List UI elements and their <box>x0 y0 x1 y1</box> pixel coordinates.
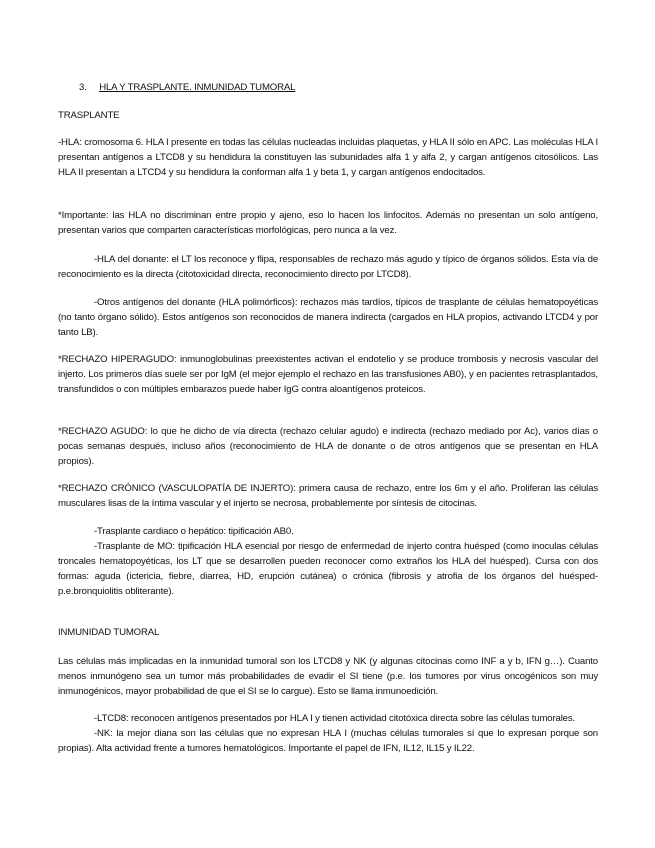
ltcd8-text: -LTCD8: reconocen antígenos presentados por HLA I y tienen actividad citotóxica directa sobre las células tumorales. <box>94 713 576 724</box>
trasplante-label: TRASPLANTE <box>58 110 120 121</box>
section-heading <box>79 80 295 95</box>
hla-donante-paragraph: -HLA del donante: el LT los reconoce y flipa, responsables de rechazo más agudo y típico de órganos sólidos. Esta vía de reconocimiento es la directa (citotoxicidad directa, reconocimiento directo por LTCD8). <box>58 254 598 280</box>
section-number: 3. <box>79 82 87 93</box>
inmunidad-tumoral-label: INMUNIDAD TUMORAL <box>58 627 160 638</box>
importante-paragraph: *Importante: las HLA no discriminan entre propio y ajeno, eso lo hacen los linfocitos. Además no presentan un solo antígeno, presentan varios que comparten características morfológicas, pero nunca a la vez. <box>58 210 598 236</box>
nk-text: -NK: la mejor diana son las células que no expresan HLA I (muchas células tumorales sí que lo expresan porque son propias). Alta actividad frente a tumores hematológicos. Importante el papel de IFN, IL12, IL15 y IL22. <box>58 728 598 754</box>
trasplante-mo-text: -Trasplante de MO: tipificación HLA esencial por riesgo de enfermedad de injerto contra huésped (como inoculas células troncales hematopoyéticas, los LT que se desarrollen pueden reconocer como extraños los HLA del huésped). Cursa con dos formas: aguda (ictericia, fiebre, diarrea, HD, erupción cutánea) o crónica (fibrosis y atrofia de los órganos del huésped-p.e.bronquiolitis obliterante). <box>58 541 598 597</box>
trasplante-cardiaco-paragraph <box>58 524 598 599</box>
rechazo-hiperagudo-paragraph: *RECHAZO HIPERAGUDO: inmunoglobulinas preexistentes activan el endotelio y se produce trombosis y necrosis vascular del injerto. Los primeros días suele ser por IgM (el mejor ejemplo el rechazo en las transfusiones AB0), y en pacientes retrasplantados, transfundidos o con múltiples embarazos puede haber IgG contra aloantígenos proteicos. <box>58 354 598 395</box>
hla-intro-paragraph: -HLA: cromosoma 6. HLA I presente en todas las células nucleadas incluidas plaquetas, y HLA II sólo en APC. Las moléculas HLA I presentan antígenos a LTCD8 y su hendidura la constituyen las subunidades alfa 1 y alfa 2, y cargan antígenos citosólicos. Las HLA II presentan a LTCD4 y su hendidura la conforman alfa 1 y beta 1, y cargan antígenos endocitados. <box>58 137 598 178</box>
inmunidad-intro-paragraph: Las células más implicadas en la inmunidad tumoral son los LTCD8 y NK (y algunas citocinas como INF a y b, IFN g…). Cuanto menos inmunógeno sea un tumor más probabilidades de evadir el SI tiene (p.e. los tumores por virus oncogénicos son muy inmunogénicos, mayor probabilidad de que el SI se lo cargue). Esto se llama inmunoedición. <box>58 656 598 697</box>
rechazo-agudo-paragraph: *RECHAZO AGUDO: lo que he dicho de vía directa (rechazo celular agudo) e indirecta (rechazo mediado por Ac), varios días o pocas semanas después, incluso años (reconocimiento de HLA de donante o de otros antígenos que se presentan en HLA propios). <box>58 426 598 467</box>
section-title: HLA Y TRASPLANTE. INMUNIDAD TUMORAL <box>99 82 296 93</box>
rechazo-cronico-paragraph: *RECHAZO CRÓNICO (VASCULOPATÍA DE INJERTO): primera causa de rechazo, entre los 6m y el año. Proliferan las células musculares lisas de la íntima vascular y el injerto se necrosa, probablemente por síntesis de citocinas. <box>58 483 598 509</box>
otros-antigenos-paragraph: -Otros antígenos del donante (HLA polimórficos): rechazos más tardíos, típicos de trasplante de células hematopoyéticas (no tanto órgano sólido). Estos antígenos son reconocidos de manera indirecta (cargados en HLA propios, activando LTCD4 y por tanto LB). <box>58 297 598 338</box>
trasplante-cardiaco-text: -Trasplante cardiaco o hepático: tipificación AB0. <box>94 526 294 537</box>
ltcd8-nk-paragraph <box>58 711 598 756</box>
